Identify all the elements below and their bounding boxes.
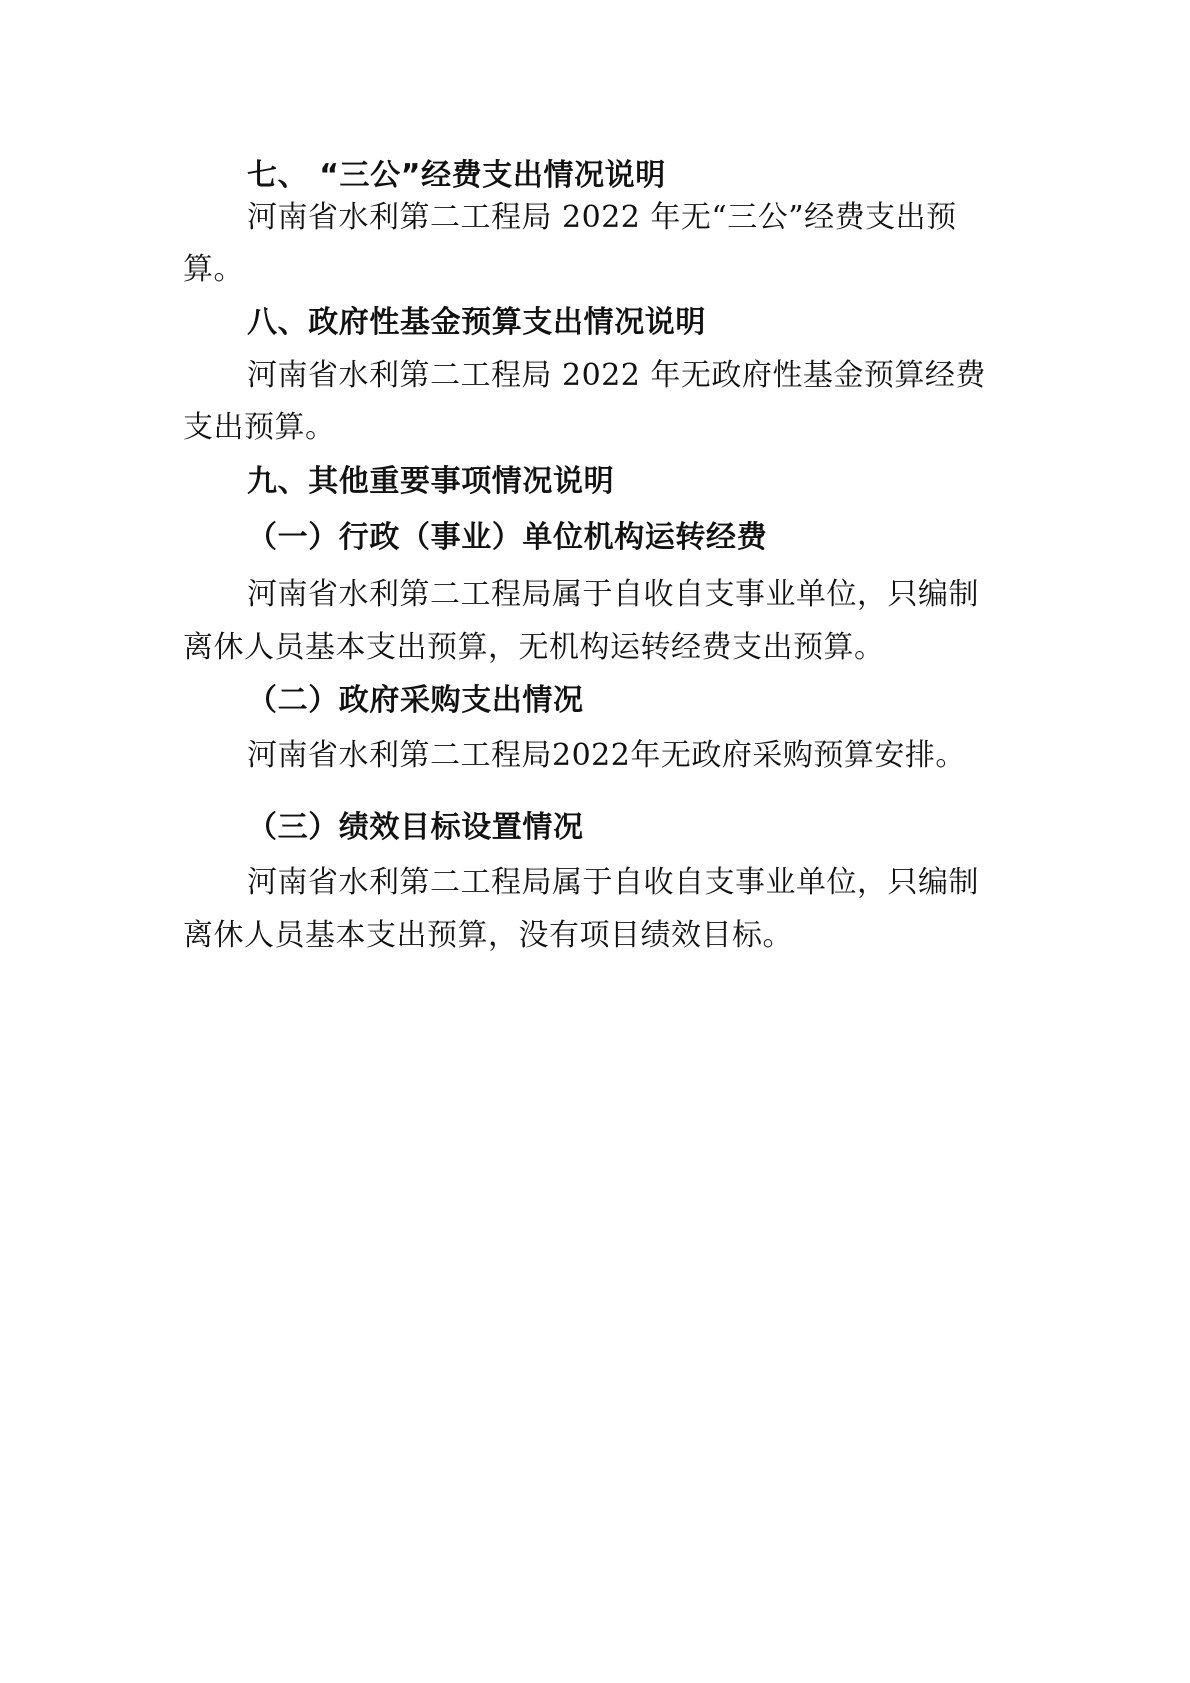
section-8-paragraph-line-1: 河南省水利第二工程局 2022 年无政府性基金预算经费 (247, 358, 986, 393)
subsection-1-paragraph-line-1: 河南省水利第二工程局属于自收自支事业单位，只编制 (247, 577, 979, 612)
section-7-heading: 七、 “三公”经费支出情况说明 (247, 158, 666, 193)
section-8-paragraph-line-2: 支出预算。 (183, 410, 336, 445)
subsection-1-heading: （一）行政（事业）单位机构运转经费 (247, 520, 768, 555)
subsection-3-heading: （三）绩效目标设置情况 (247, 810, 584, 845)
subsection-1-paragraph-line-2: 离休人员基本支出预算，无机构运转经费支出预算。 (183, 630, 885, 665)
section-7-paragraph-line-2: 算。 (183, 252, 244, 287)
subsection-2-heading: （二）政府采购支出情况 (247, 683, 584, 718)
section-9-heading: 九、其他重要事项情况说明 (247, 464, 615, 499)
section-7-paragraph-line-1: 河南省水利第二工程局 2022 年无“三公”经费支出预 (247, 200, 957, 235)
subsection-3-paragraph-line-1: 河南省水利第二工程局属于自收自支事业单位，只编制 (247, 865, 979, 900)
subsection-2-paragraph-line-1: 河南省水利第二工程局2022年无政府采购预算安排。 (247, 738, 966, 773)
subsection-3-paragraph-line-2: 离休人员基本支出预算，没有项目绩效目标。 (183, 918, 793, 953)
section-8-heading: 八、政府性基金预算支出情况说明 (247, 305, 706, 340)
